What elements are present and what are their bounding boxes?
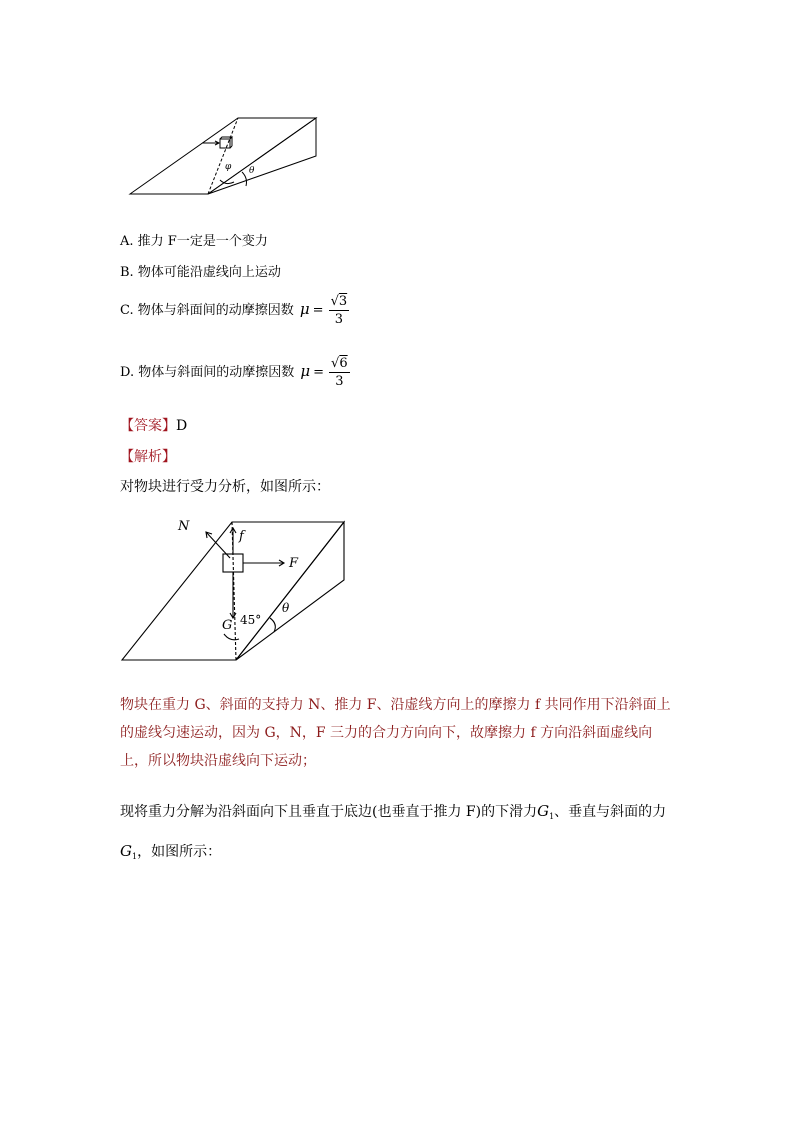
denominator: 3 xyxy=(334,312,343,327)
theta-angle-arc xyxy=(242,172,247,186)
mu-symbol: μ xyxy=(299,300,310,318)
option-letter: B. xyxy=(120,265,134,280)
paragraph-text: 现将重力分解为沿斜面向下且垂直于底边(也垂直于推力 F)的下滑力 xyxy=(120,804,538,820)
paragraph-text: 、垂直与斜面的力 xyxy=(554,804,667,820)
option-c xyxy=(120,294,349,327)
theta-label: θ xyxy=(249,166,255,176)
force-diagram xyxy=(118,508,350,664)
option-letter: C. xyxy=(120,303,134,318)
label-theta: θ xyxy=(282,601,290,615)
mu-symbol: μ xyxy=(300,362,311,380)
equals-sign: = xyxy=(313,365,325,380)
paragraph-text: ，如图所示： xyxy=(137,844,222,860)
theta-angle-arc xyxy=(270,618,275,632)
incline-figure-1 xyxy=(128,114,320,198)
label-g: G xyxy=(222,618,233,633)
analysis-heading xyxy=(120,446,176,466)
label-45-degrees: 45° xyxy=(240,613,262,627)
equals-sign: = xyxy=(312,303,324,318)
normal-force-arrow xyxy=(206,532,230,558)
fraction: $\frac{√3}{3}$ xyxy=(330,294,348,327)
option-text: 物体可能沿虚线向上运动 xyxy=(137,265,281,280)
label-f-push: F xyxy=(289,556,299,571)
analysis-bracket: 【解析】 xyxy=(120,449,176,465)
option-letter: D. xyxy=(120,365,135,380)
denominator: 3 xyxy=(335,374,344,389)
explanation-paragraph: 物块在重力 G、斜面的支持力 N、推力 F、沿虚线方向上的摩擦力 f 共同作用下沿斜面上的虚线匀速运动，因为 G，N，F 三力的合力方向向下，故摩擦力 f 方向沿斜面虚线向上，所以物块沿虚线向下运动； xyxy=(120,697,671,769)
fraction: $\frac{√6}{3}$ xyxy=(331,356,348,389)
phi-label: φ xyxy=(225,162,232,172)
option-letter: A. xyxy=(120,234,134,249)
option-d xyxy=(120,356,350,389)
decomposition-paragraph xyxy=(120,794,680,874)
incline-side-face xyxy=(236,522,344,660)
answer-bracket: 【答案】 xyxy=(120,418,176,434)
option-b xyxy=(120,261,281,280)
answer-value: D xyxy=(176,418,188,434)
option-text: 推力 F一定是一个变力 xyxy=(137,234,268,249)
intro-text: 对物块进行受力分析，如图所示： xyxy=(120,479,330,495)
g1-symbol: $G_1$ xyxy=(537,802,555,821)
answer-line xyxy=(120,415,187,435)
g2-symbol: $G_1$ xyxy=(120,842,138,861)
option-a xyxy=(120,230,268,249)
label-n: N xyxy=(178,519,190,534)
label-f-friction: f xyxy=(239,529,244,544)
numerator: 3 xyxy=(338,294,348,309)
option-text: 物体与斜面间的动摩擦因数 xyxy=(138,365,295,380)
numerator: 6 xyxy=(339,356,348,371)
option-text: 物体与斜面间的动摩擦因数 xyxy=(137,303,294,318)
angle-45-arc xyxy=(224,634,239,640)
block-shape xyxy=(220,139,230,148)
